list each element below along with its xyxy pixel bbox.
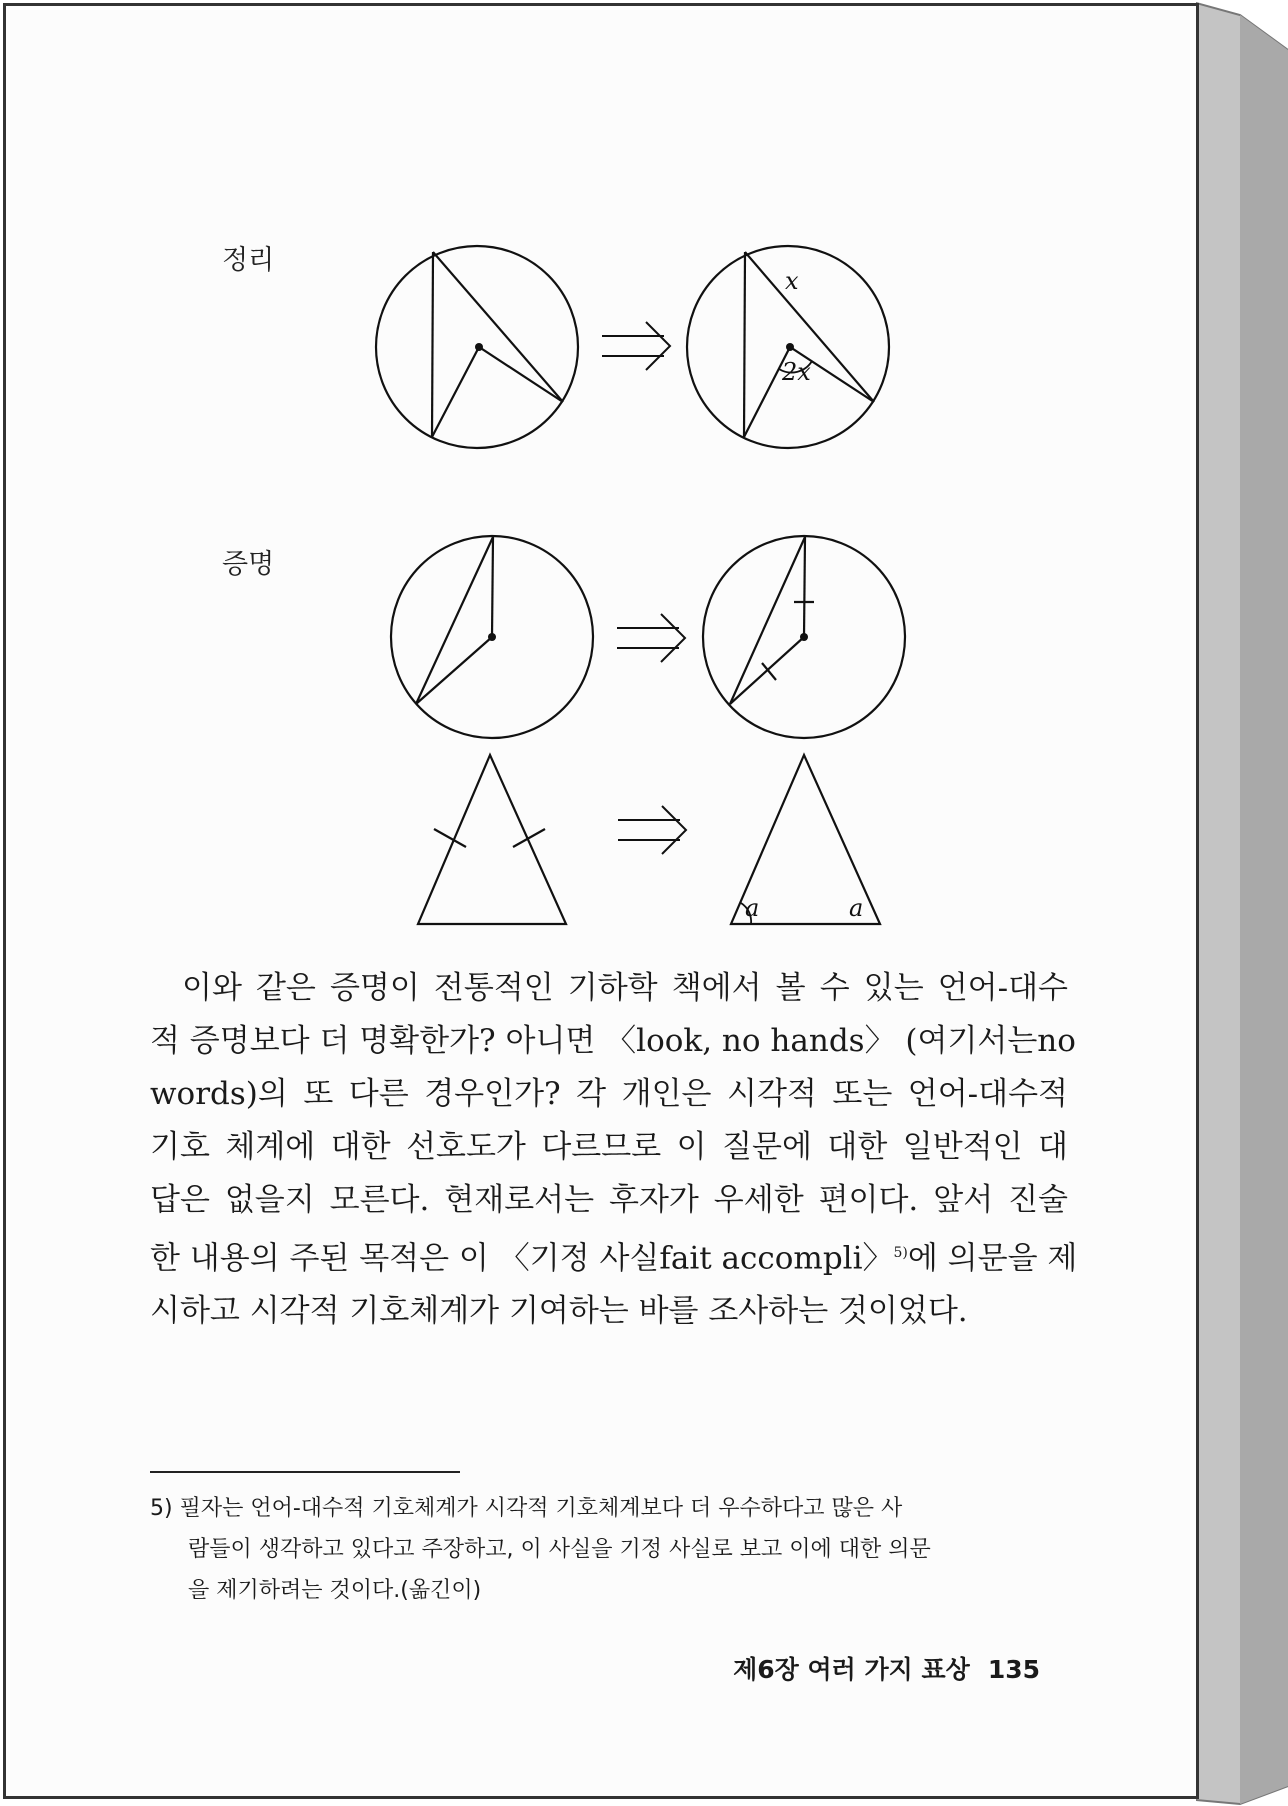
body-line [150,1227,1078,1285]
footnote-line: 5) 필자는 언어-대수적 기호체계가 시각적 기호체계보다 더 우수하다고 많은 사 [150,1496,903,1521]
footnote-line: 람들이 생각하고 있다고 주장하고, 이 사실을 기정 사실로 보고 이에 대한 의문 [188,1537,931,1562]
body-line: 기호 체계에 대한 선호도가 다르므로 이 질문에 대한 일반적인 대 [150,1129,1068,1165]
theorem-label: 정리 [222,245,275,276]
body-line: 이와 같은 증명이 전통적인 기하학 책에서 볼 수 있는 언어-대수 [182,970,1068,1006]
triangle-left [418,755,566,924]
body-paragraph [150,962,1078,1338]
chapter-title: 제6장 여러 가지 표상 [733,1655,970,1684]
label-a-left: a [745,894,760,922]
label-x: x [785,267,799,295]
arrow-proof [617,614,685,662]
footnote-number: 5) [150,1496,173,1521]
footnote-rule [150,1471,460,1473]
running-footer [733,1650,1040,1686]
proof-label: 증명 [222,549,275,580]
footnote-line: 을 제기하려는 것이다.(옮긴이) [188,1578,482,1603]
footnote-ref: 5) [893,1245,908,1261]
arrow-triangle [618,806,686,854]
footnote [150,1488,1068,1611]
body-line: 적 증명보다 더 명확한가? 아니면 〈look, no hands〉 (여기서는no [150,1023,1076,1059]
geometry-figures [0,0,1196,940]
label-2x: 2x [782,358,811,386]
body-line: 시하고 시각적 기호체계가 기여하는 바를 조사하는 것이었다. [150,1293,968,1330]
page-number: 135 [987,1655,1040,1684]
body-line: words)의 또 다른 경우인가? 각 개인은 시각적 또는 언어-대수적 [150,1076,1068,1112]
body-line: 답은 없을지 모른다. 현재로서는 후자가 우세한 편이다. 앞서 진술 [150,1182,1068,1218]
body-line-text: 한 내용의 주된 목적은 이 〈기정 사실fait accompli〉 [150,1240,894,1277]
label-a-right: a [849,894,864,922]
book-page-edge [1196,0,1288,1806]
body-line-tail: 에 의문을 제 [907,1240,1078,1277]
arrow-theorem [602,322,670,370]
